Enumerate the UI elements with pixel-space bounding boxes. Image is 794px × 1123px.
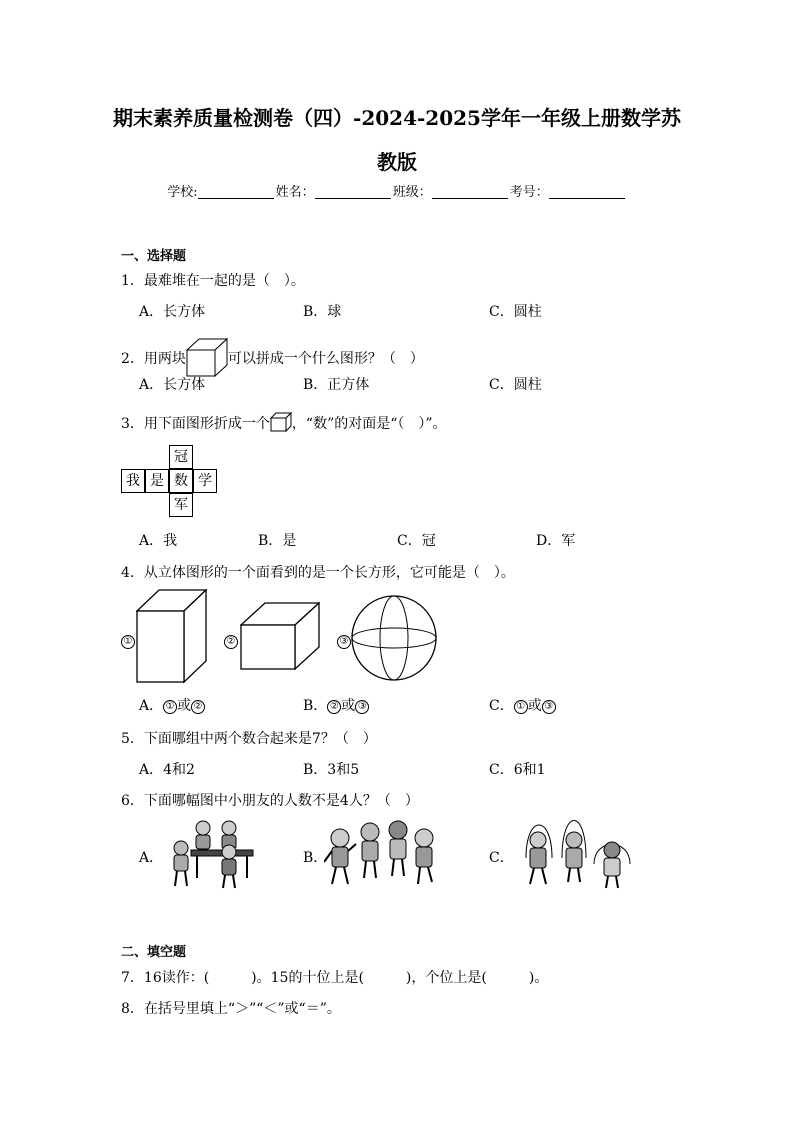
exam-no-label: 考号： xyxy=(509,185,549,200)
net-cell-2: 是 xyxy=(145,469,169,493)
q1-option-a[interactable]: A．长方体 xyxy=(139,304,206,320)
q3-option-a[interactable]: A．我 xyxy=(139,533,178,549)
children-at-table-image xyxy=(165,818,257,890)
small-cube-icon xyxy=(270,412,292,432)
q6-option-a[interactable]: A． xyxy=(139,850,164,866)
q3-stem-before: 3．用下面图形折成一个 xyxy=(121,416,270,432)
cube-icon xyxy=(186,337,228,377)
question-6-stem: 6．下面哪幅图中小朋友的人数不是4人？（ ） xyxy=(121,793,419,809)
children-jumping-rope-image xyxy=(512,818,640,890)
figure-3-label: ③ xyxy=(337,630,351,649)
question-5-stem: 5．下面哪组中两个数合起来是7？（ ） xyxy=(121,731,377,747)
figure-2-label: ② xyxy=(224,630,238,649)
q6-option-c[interactable]: C． xyxy=(489,850,514,866)
children-dancing-image xyxy=(324,818,438,890)
question-3-stem xyxy=(121,412,447,433)
q1-option-c[interactable]: C．圆柱 xyxy=(489,304,542,320)
q5-option-a[interactable]: A．4和2 xyxy=(139,762,195,778)
q4-a-num2: ② xyxy=(191,700,205,714)
q4-c-num2: ③ xyxy=(542,700,556,714)
q2-option-c[interactable]: C．圆柱 xyxy=(489,377,542,393)
class-blank[interactable] xyxy=(432,184,508,199)
q4-option-b[interactable] xyxy=(303,695,369,715)
q2-stem-before: 2．用两块 xyxy=(121,351,186,367)
q1-option-b[interactable]: B．球 xyxy=(303,304,342,320)
q2-option-a[interactable]: A．长方体 xyxy=(139,377,206,393)
q4-option-c[interactable] xyxy=(489,695,556,715)
section-fill-heading: 二、填空题 xyxy=(121,945,187,960)
q4-a-num1: ① xyxy=(163,700,177,714)
sphere-figure xyxy=(350,594,438,682)
name-label: 姓名： xyxy=(275,185,315,200)
q4-option-a[interactable] xyxy=(139,695,205,715)
net-cell-4: 学 xyxy=(193,469,217,493)
cube-net xyxy=(121,445,217,517)
question-2-stem xyxy=(121,337,424,377)
net-cell-bottom: 军 xyxy=(169,493,193,517)
q6-option-b[interactable]: B． xyxy=(303,850,328,866)
exam-no-blank[interactable] xyxy=(549,184,625,199)
q4-a-prefix: A． xyxy=(139,698,164,714)
q4-c-prefix: C． xyxy=(489,698,514,714)
question-8-stem: 8．在括号里填上“＞”“＜”或“＝”。 xyxy=(121,1001,341,1017)
student-info-line xyxy=(0,181,794,200)
question-7-stem: 7．16读作：( )。15的十位上是( )，个位上是( )。 xyxy=(121,970,549,986)
q2-stem-after: 可以拼成一个什么图形？（ ） xyxy=(227,351,424,367)
q4-b-prefix: B． xyxy=(303,698,328,714)
q3-option-b[interactable]: B．是 xyxy=(258,533,297,549)
class-label: 班级： xyxy=(392,185,432,200)
net-cell-1: 我 xyxy=(121,469,145,493)
q3-option-d[interactable]: D．军 xyxy=(536,533,576,549)
section-choice-heading: 一、选择题 xyxy=(121,249,187,264)
q2-option-b[interactable]: B．正方体 xyxy=(303,377,370,393)
figure-1-label: ① xyxy=(121,630,135,649)
q4-c-or: 或 xyxy=(527,698,542,714)
question-1-stem: 1．最难堆在一起的是（ ）。 xyxy=(121,273,305,289)
net-cell-3: 数 xyxy=(169,469,193,493)
q4-c-num1: ① xyxy=(514,700,528,714)
net-cell-top: 冠 xyxy=(169,445,193,469)
school-blank[interactable] xyxy=(198,184,274,199)
q5-option-c[interactable]: C．6和1 xyxy=(489,762,546,778)
tall-cuboid-figure xyxy=(136,589,208,684)
q4-b-num2: ③ xyxy=(355,700,369,714)
q3-option-c[interactable]: C．冠 xyxy=(397,533,436,549)
school-label: 学校: xyxy=(167,185,198,200)
q4-b-or: 或 xyxy=(341,698,356,714)
question-4-stem: 4．从立体图形的一个面看到的是一个长方形，它可能是（ ）。 xyxy=(121,565,515,581)
document-title-line2: 教版 xyxy=(377,150,417,174)
cuboid-figure xyxy=(240,602,320,670)
name-blank[interactable] xyxy=(315,184,391,199)
q5-option-b[interactable]: B．3和5 xyxy=(303,762,360,778)
document-title-line1: 期末素养质量检测卷（四）-2024-2025学年一年级上册数学苏 xyxy=(113,106,681,130)
q3-stem-after: ，“数”的对面是“（ ）”。 xyxy=(291,416,447,432)
q4-b-num1: ② xyxy=(327,700,341,714)
q4-a-or: 或 xyxy=(177,698,192,714)
